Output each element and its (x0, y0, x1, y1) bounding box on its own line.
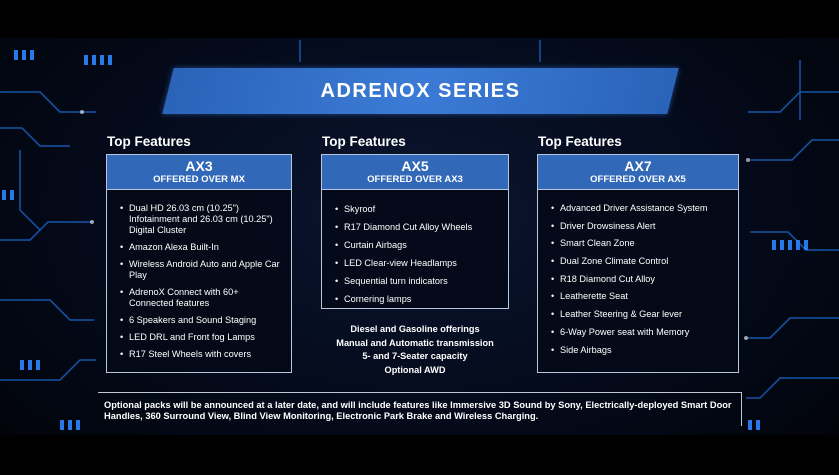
ax3-feature-list (107, 190, 291, 360)
list-item: • Smart Clean Zone (551, 238, 732, 249)
top-features-label-ax7: Top Features (538, 134, 622, 149)
list-item: • 6-Way Power seat with Memory (551, 327, 732, 338)
list-item: • R18 Diamond Cut Alloy (551, 274, 732, 285)
page-title: ADRENOX SERIES (320, 79, 521, 102)
list-item: • Cornering lamps (335, 294, 502, 305)
list-item: • Sequential turn indicators (335, 276, 502, 287)
ax7-subtitle: OFFERED OVER AX5 (590, 174, 686, 185)
ax3-card-header (107, 155, 291, 190)
list-item: • LED Clear-view Headlamps (335, 258, 502, 269)
letterbox-bottom (0, 435, 839, 475)
ax3-subtitle: OFFERED OVER MX (153, 174, 245, 185)
list-item: • Leatherette Seat (551, 291, 732, 302)
list-item: • Driver Drowsiness Alert (551, 221, 732, 232)
list-item: • LED DRL and Front fog Lamps (120, 332, 285, 343)
ax7-card (537, 154, 739, 373)
ax3-card (106, 154, 292, 373)
list-item: • Advanced Driver Assistance System (551, 203, 732, 214)
ax5-subtitle: OFFERED OVER AX3 (367, 174, 463, 185)
ax7-name: AX7 (624, 158, 652, 174)
note-seating: 5- and 7-Seater capacity (362, 351, 468, 361)
optional-packs-note: Optional packs will be announced at a later date, and will include features like Immersive 3D Sound by Sony, Electrically-deployed Smart Door Handles, 360 Surround View, Blind View Monitoring, Electronic Park Brake and Wireless Charging. (104, 400, 732, 421)
list-item: • R17 Diamond Cut Alloy Wheels (335, 222, 502, 233)
list-item: • 6 Speakers and Sound Staging (120, 315, 285, 326)
letterbox-top (0, 0, 839, 38)
top-features-label-ax3: Top Features (107, 134, 191, 149)
note-fuel: Diesel and Gasoline offerings (350, 324, 480, 334)
note-transmission: Manual and Automatic transmission (336, 337, 494, 348)
list-item: • Amazon Alexa Built-In (120, 242, 285, 253)
list-item: • Curtain Airbags (335, 240, 502, 251)
list-item: • Dual HD 26.03 cm (10.25") Infotainment and 26.03 cm (10.25") Digital Cluster (120, 203, 285, 236)
powertrain-notes (318, 323, 512, 377)
list-item: • Skyroof (335, 204, 502, 215)
ax3-name: AX3 (185, 158, 213, 174)
ax7-feature-list (538, 190, 738, 356)
ax5-name: AX5 (401, 158, 429, 174)
ax5-feature-list (322, 190, 508, 305)
list-item: • Side Airbags (551, 345, 732, 356)
ax5-card (321, 154, 509, 309)
list-item: • Wireless Android Auto and Apple Car Play (120, 259, 285, 281)
ax7-card-header (538, 155, 738, 190)
list-item: • Dual Zone Climate Control (551, 256, 732, 267)
list-item: • AdrenoX Connect with 60+ Connected features (120, 287, 285, 309)
list-item: • R17 Steel Wheels with covers (120, 349, 285, 360)
top-features-label-ax5: Top Features (322, 134, 406, 149)
note-awd: Optional AWD (384, 364, 446, 375)
ax5-card-header (322, 155, 508, 190)
list-item: • Leather Steering & Gear lever (551, 309, 732, 320)
